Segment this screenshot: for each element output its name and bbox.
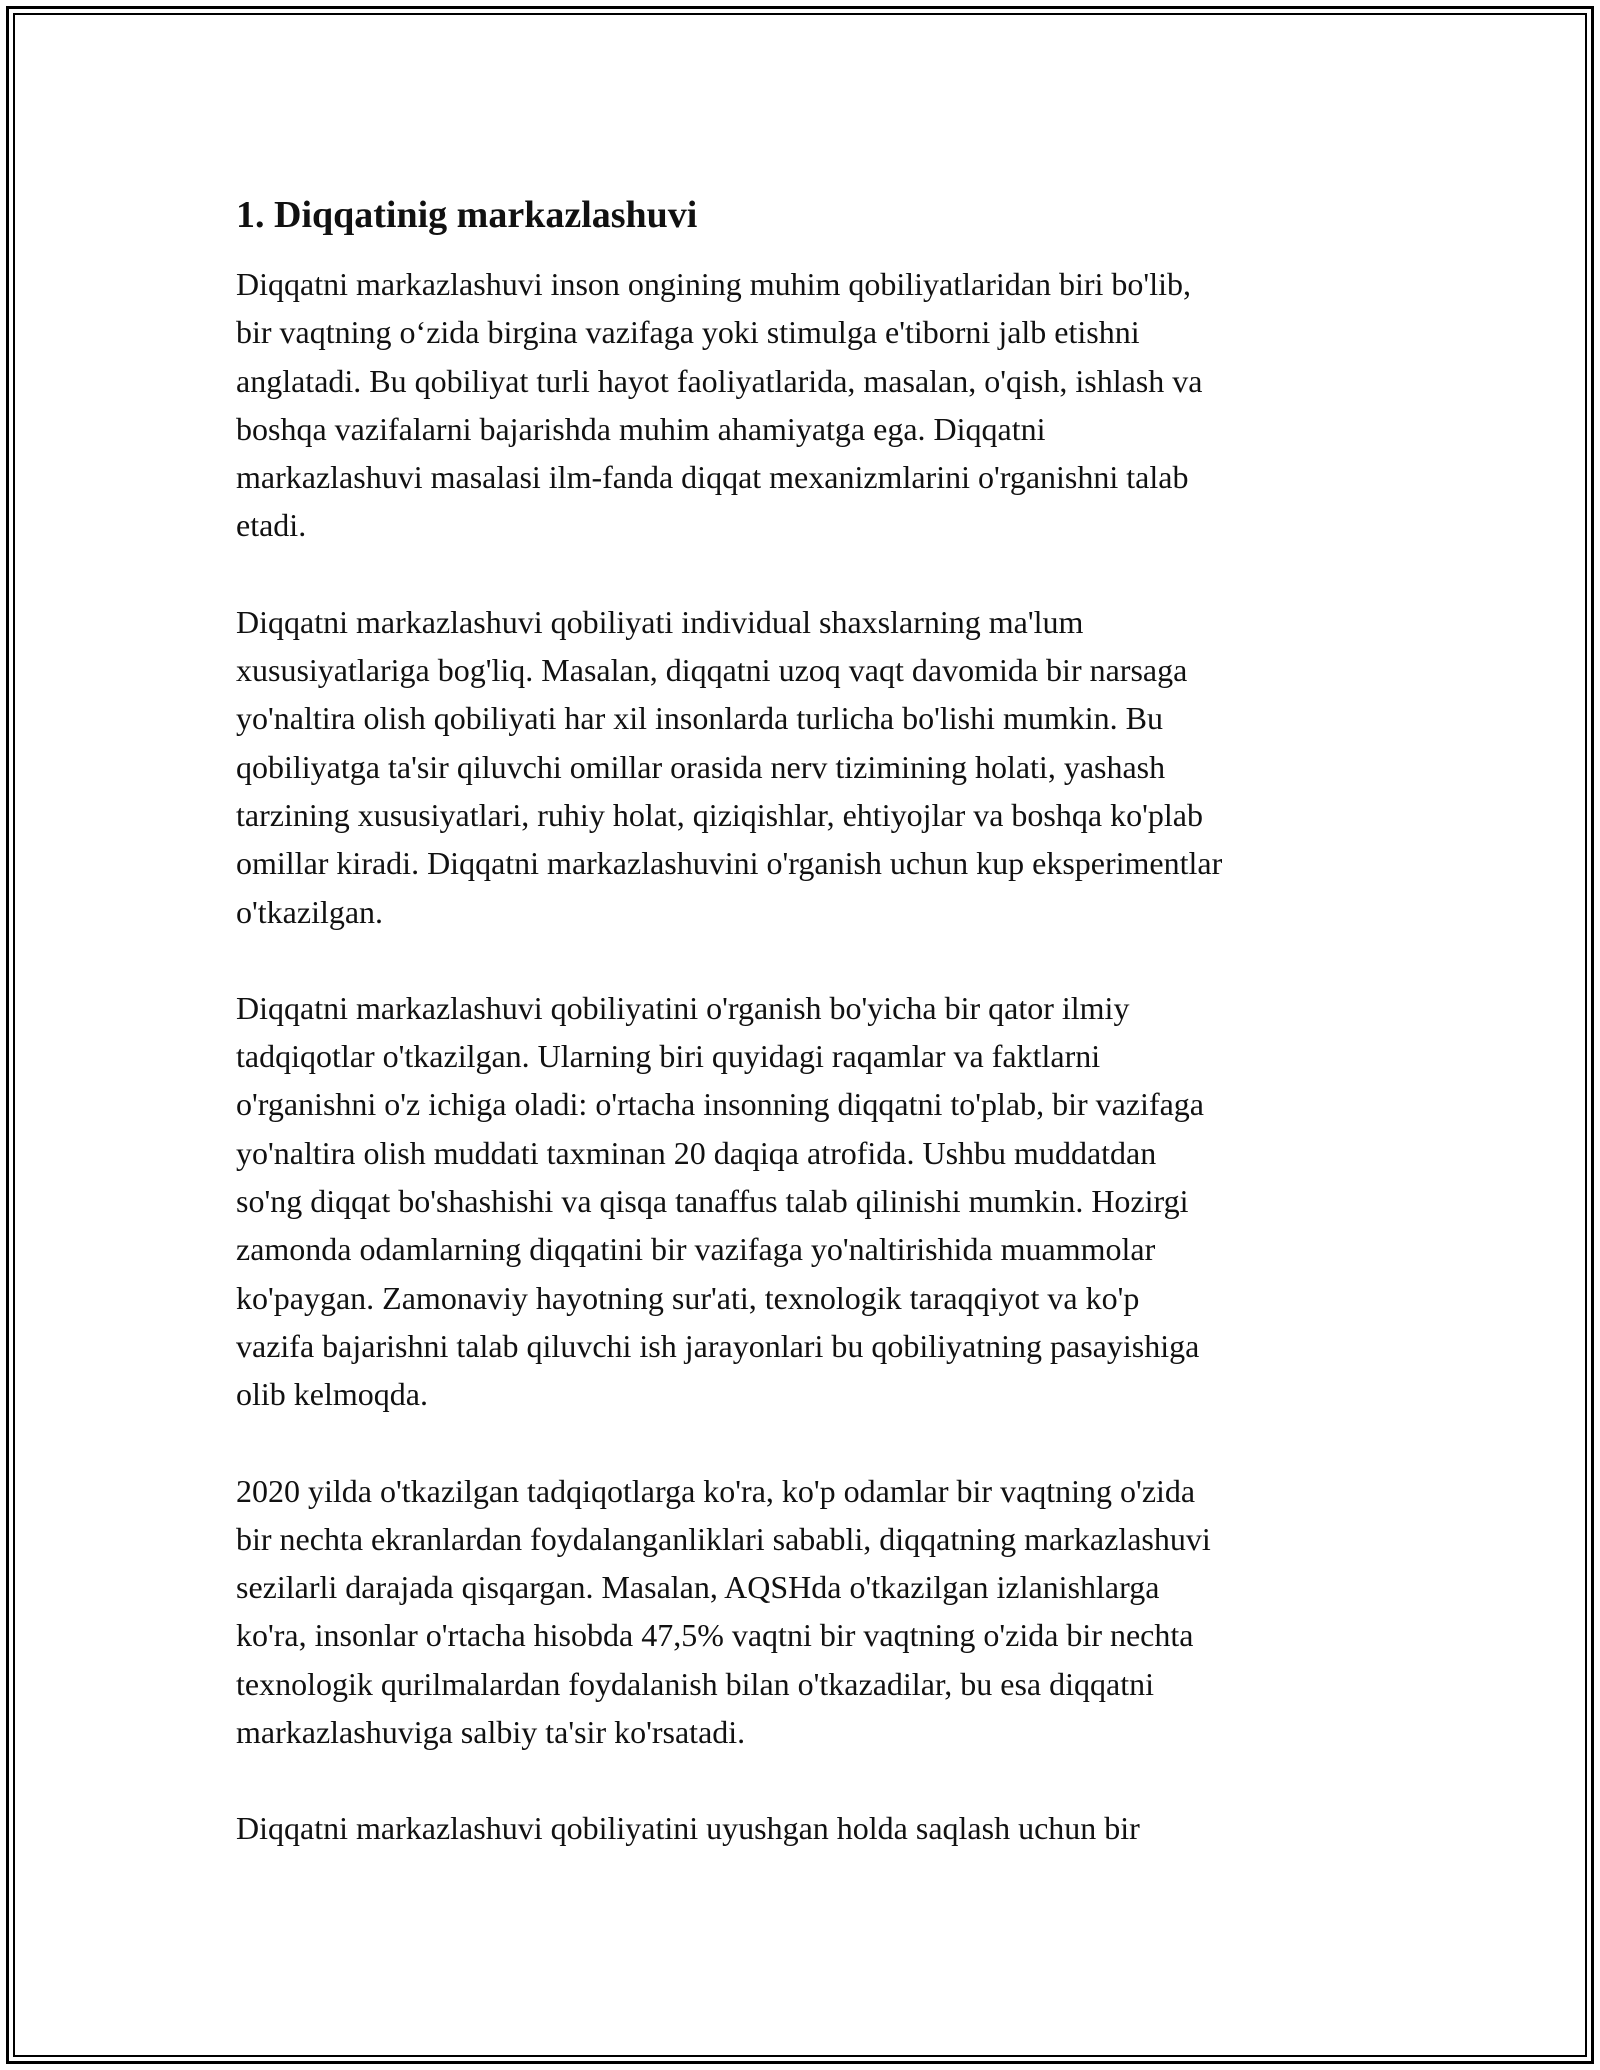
document-body bbox=[236, 190, 1386, 1901]
text-line: so'ng diqqat bo'shashishi va qisqa tanaffus talab qilinishi mumkin. Hozirgi bbox=[236, 1183, 1189, 1220]
text-line: markazlashuviga salbiy ta'sir ko'rsatadi. bbox=[236, 1714, 746, 1751]
text-line: tarzining xususiyatlari, ruhiy holat, qiziqishlar, ehtiyojlar va boshqa ko'plab bbox=[236, 796, 1203, 833]
text-line: markazlashuvi masalasi ilm-fanda diqqat mexanizmlarini o'rganishni talab bbox=[236, 459, 1189, 496]
text-line: tadqiqotlar o'tkazilgan. Ularning biri quyidagi raqamlar va faktlarni bbox=[236, 1038, 1101, 1075]
text-line: o'tkazilgan. bbox=[236, 893, 384, 930]
text-line: Diqqatni markazlashuvi qobiliyatini uyushgan holda saqlash uchun bir bbox=[236, 1810, 1140, 1847]
paragraph-3 bbox=[236, 984, 1386, 1419]
paragraph-4 bbox=[236, 1467, 1386, 1757]
text-line: Diqqatni markazlashuvi qobiliyati individual shaxslarning ma'lum bbox=[236, 603, 1084, 640]
text-line: bir vaqtning o‘zida birgina vazifaga yoki stimulga e'tiborni jalb etishni bbox=[236, 314, 1140, 351]
paragraph-5 bbox=[236, 1804, 1386, 1852]
text-line: ko'ra, insonlar o'rtacha hisobda 47,5% vaqtni bir vaqtning o'zida bir nechta bbox=[236, 1617, 1194, 1654]
text-line: ko'paygan. Zamonaviy hayotning sur'ati, texnologik taraqqiyot va ko'p bbox=[236, 1279, 1140, 1316]
section-heading: 1. Diqqatinig markazlashuvi bbox=[236, 194, 698, 236]
text-line: yo'naltira olish qobiliyati har xil insonlarda turlicha bo'lishi mumkin. Bu bbox=[236, 700, 1163, 737]
text-line: xususiyatlariga bog'liq. Masalan, diqqatni uzoq vaqt davomida bir narsaga bbox=[236, 652, 1188, 689]
text-line: Diqqatni markazlashuvi qobiliyatini o'rganish bo'yicha bir qator ilmiy bbox=[236, 989, 1130, 1026]
paragraph-2 bbox=[236, 598, 1386, 936]
text-line: Diqqatni markazlashuvi inson ongining muhim qobiliyatlaridan biri bo'lib, bbox=[236, 266, 1191, 302]
text-line: texnologik qurilmalardan foydalanish bilan o'tkazadilar, bu esa diqqatni bbox=[236, 1665, 1154, 1702]
text-line: qobiliyatga ta'sir qiluvchi omillar orasida nerv tizimining holati, yashash bbox=[236, 748, 1166, 785]
text-line: etadi. bbox=[236, 507, 307, 544]
text-line: boshqa vazifalarni bajarishda muhim ahamiyatga ega. Diqqatni bbox=[236, 410, 1046, 447]
text-line: yo'naltira olish muddati taxminan 20 daqiqa atrofida. Ushbu muddatdan bbox=[236, 1134, 1157, 1171]
text-line: bir nechta ekranlardan foydalanganliklari sababli, diqqatning markazlashuvi bbox=[236, 1520, 1211, 1557]
text-line: vazifa bajarishni talab qiluvchi ish jarayonlari bu qobiliyatning pasayishiga bbox=[236, 1327, 1200, 1364]
text-line: o'rganishni o'z ichiga oladi: o'rtacha insonning diqqatni to'plab, bir vazifaga bbox=[236, 1086, 1204, 1123]
text-line: anglatadi. Bu qobiliyat turli hayot faoliyatlarida, masalan, o'qish, ishlash va bbox=[236, 362, 1203, 399]
paragraph-1 bbox=[236, 260, 1386, 550]
text-line: omillar kiradi. Diqqatni markazlashuvini o'rganish uchun kup eksperimentlar bbox=[236, 845, 1223, 882]
text-line: zamonda odamlarning diqqatini bir vazifaga yo'naltirishida muammolar bbox=[236, 1231, 1156, 1268]
text-line: sezilarli darajada qisqargan. Masalan, AQSHda o'tkazilgan izlanishlarga bbox=[236, 1569, 1160, 1606]
text-line: 2020 yilda o'tkazilgan tadqiqotlarga ko'ra, ko'p odamlar bir vaqtning o'zida bbox=[236, 1472, 1196, 1509]
text-line: olib kelmoqda. bbox=[236, 1376, 428, 1413]
